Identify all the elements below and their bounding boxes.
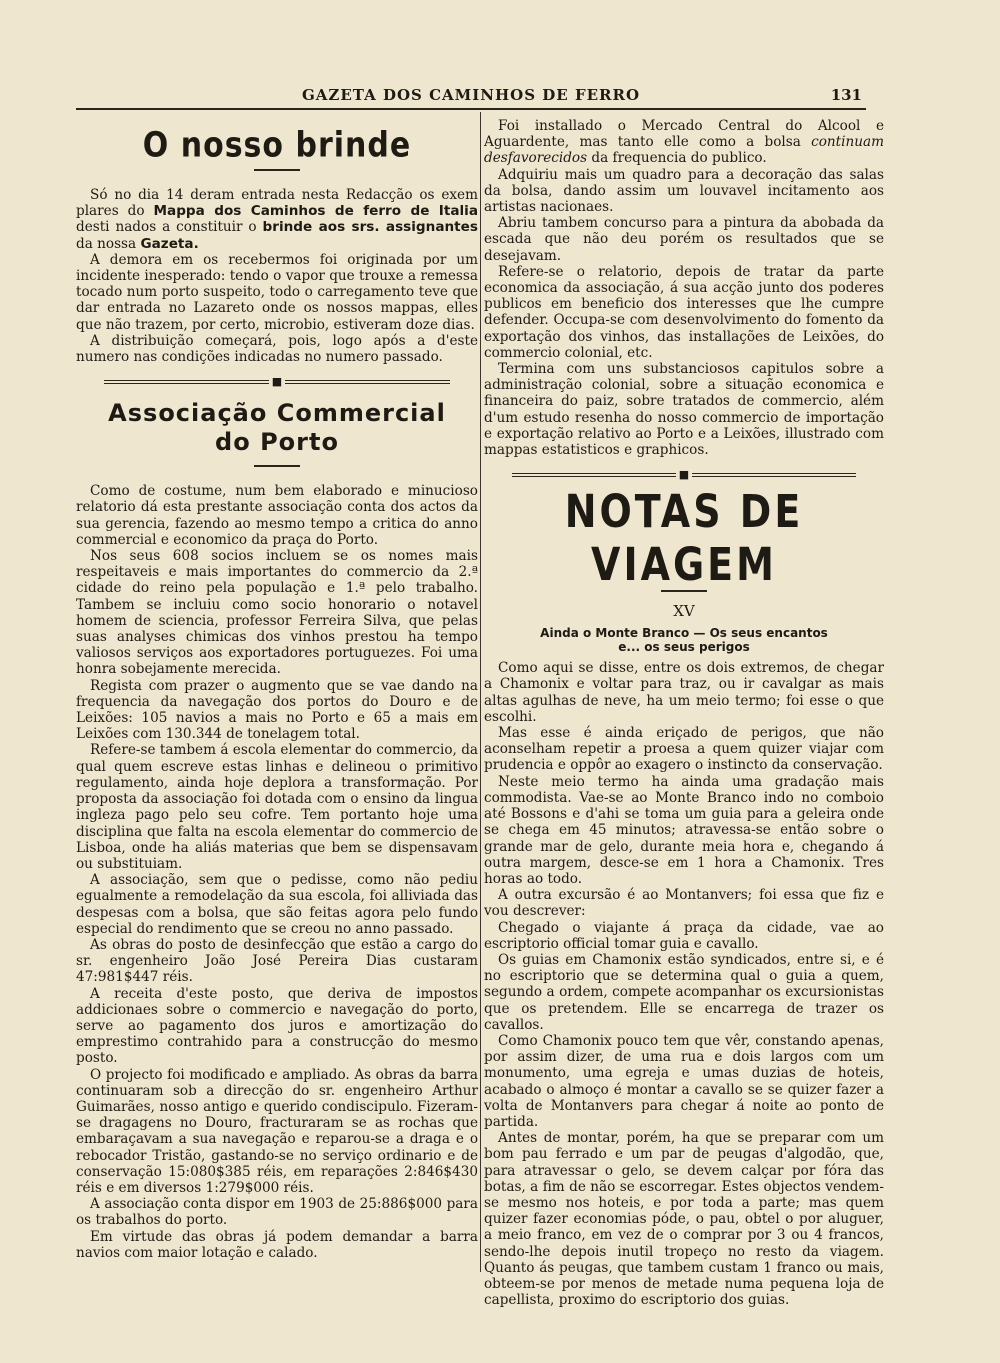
- subtitle-line: Ainda o Monte Branco — Os seus encantos: [540, 626, 828, 641]
- running-title: GAZETA DOS CAMINHOS DE FERRO: [301, 86, 641, 104]
- associacao-paragraph: A associação conta dispor em 1903 de 25:886$000 para os trabalhos do porto.: [76, 1196, 478, 1229]
- notas-paragraph: Neste meio termo ha ainda uma gradação mais commodista. Vae-se ao Monte Branco indo no comboio até Bossons e d'ahi se toma um guia para a geleira onde se chega em 45 minutos; atravessa-se então sobre o grande mar de gelo, durante meia hora e, chegando á outra margem, desce-se em 1 hora a Chamonix. Tres horas ao todo.: [484, 773, 884, 887]
- brinde-title: O nosso brinde: [142, 125, 412, 166]
- notas-paragraph: Como aqui se disse, entre os dois extremos, de chegar a Chamonix e voltar para traz, ou ir cavalgar as mais altas agulhas de neve, ha um meio termo; foi esse o que escolhi.: [484, 660, 884, 725]
- bold-run: Gazeta.: [140, 235, 199, 252]
- subtitle-line: e... os seus perigos: [618, 640, 750, 655]
- associacao-paragraph: Regista com prazer o augmento que se vae dando na frequencia da navegação dos portos do Douro e de Leixões: 105 navios a mais no Porto e 65 a mais em Leixões com 130.344 de tonelagem total.: [76, 677, 478, 743]
- notas-paragraph: A outra excursão é ao Montanvers; foi essa que fiz e vou descrever:: [484, 887, 884, 920]
- notas-paragraph: Mas esse é ainda eriçado de perigos, que não aconselham repetir a proesa a quem quizer viajar com prudencia e oppôr ao exagero o instincto da conservação.: [484, 725, 884, 774]
- relatorio-paragraph: Termina com uns substanciosos capitulos sobre a administração colonial, sobre a situação economica e financeira do paiz, sobre tratados de commercio, além d'um estudo resenha do nosso commercio de importação e exportação relativo ao Porto e a Leixões, illustrado com mappas estatisticos e graphicos.: [484, 361, 884, 459]
- text-run: Foi installado o Mercado Central do Alcool e Aguardente, mas tanto elle como a bolsa: [484, 118, 884, 151]
- chapter-number: XV: [673, 602, 695, 621]
- text-run: da frequencia do publico.: [587, 150, 767, 167]
- text-run: da nossa: [76, 235, 141, 252]
- notas-paragraph: Antes de montar, porém, ha que se preparar com um bom pau ferrado e um par de peugas d'algodão, que, para atravessar o gelo, se devem calçar por fóra das botas, a fim de não se escorregar. Estes objectos vendem-se mesmo nos hoteis, e por toda a parte; mas quem quizer fazer economias póde, o pau, obtel o por aluguer, a meio franco, em vez de o comprar por 3 ou 4 francos, sendo-lhe depois inutil tropeço no resto da viagem. Quanto ás peugas, que tambem custam 1 franco ou mais, obteem-se por menos de metade numa pequena loja de capellista, proximo do escriptorio dos guias.: [484, 1130, 884, 1309]
- title-line: Associação Commercial: [108, 399, 446, 428]
- brinde-paragraph: [76, 187, 478, 252]
- locomotive-icon: ■: [269, 375, 285, 388]
- page-header: [76, 86, 866, 110]
- associacao-paragraph: Em virtude das obras já podem demandar a barra navios com maior lotação e calado.: [76, 1228, 478, 1261]
- associacao-paragraph: A receita d'este posto, que deriva de impostos addicionaes sobre o commercio e navegação do porto, serve ao pagamento dos juros e amortização do emprestimo contrahido para a construcção do mesmo posto.: [76, 985, 478, 1067]
- notas-subtitle: [484, 626, 884, 654]
- section-divider: [484, 468, 884, 482]
- notas-title: NOTAS DE VIAGEM: [564, 485, 804, 592]
- relatorio-paragraph: Abriu tambem concurso para a pintura da abobada da escada que não deu porém os resultados que se desejavam.: [484, 215, 884, 264]
- relatorio-paragraph: Adquiriu mais um quadro para a decoração das salas da bolsa, dando assim um louvavel incitamento aos artistas nacionaes.: [484, 166, 884, 216]
- brinde-paragraph: A demora em os recebermos foi originada por um incidente inesperado: tendo o vapor que trouxe a remessa tocado num porto suspeito, todo o carregamento teve que dar entrada no Lazareto onde os nossos mappas, elles que não trazem, por certo, microbio, estiveram doze dias.: [76, 251, 478, 333]
- associacao-paragraph: Como de costume, num bem elaborado e minucioso relatorio dá esta prestante associação conta dos actos da sua gerencia, fazendo ao mesmo tempo a critica do anno commercial e economico da praça do Porto.: [76, 483, 478, 548]
- bold-run: brinde aos srs. assignantes: [262, 219, 478, 236]
- associacao-paragraph: Refere-se tambem á escola elementar do commercio, da qual quem escreve estas linhas e delineou o primitivo regulamento, ainda hoje deplora a transformação. Por proposta da associação foi dotada com o ensino da lingua ingleza pago pelo seu cofre. Tem portanto hoje uma disciplina que falta na escola elementar do commercio de Lisboa, onde ha aliás materias que bem se dispensavam ou substituiam.: [76, 742, 478, 872]
- page-number: 131: [830, 86, 862, 104]
- associacao-paragraph: Nos seus 608 socios incluem se os nomes mais respeitaveis e mais importantes do commercio da 2.ª cidade do reino pela população e 1.ª pelo trabalho. Tambem se incluiu como socio honorario o notavel homem de sciencia, professor Ferreira Silva, que pelas suas analyses chimicas dos vinhos prestou ha tempo valiosos serviços aos exportadores portuguezes. Foi uma honra sobejamente merecida.: [76, 548, 478, 678]
- italic-run: continuam desfavorecidos: [484, 134, 884, 167]
- notas-paragraph: Chegado o viajante á praça da cidade, vae ao escriptorio official tomar guia e cavallo.: [484, 919, 884, 952]
- associacao-paragraph: A associação, sem que o pedisse, como não pediu egualmente a remodelação da sua escola, foi alliviada das despesas com a bolsa, que são feitas agora pelo fundo especial do rendimento que se creou no anno passado.: [76, 872, 478, 937]
- text-run: desti nados a constituir o: [76, 219, 263, 236]
- associacao-title: [76, 399, 478, 457]
- associacao-paragraph: As obras do posto de desinfecção que estão a cargo do sr. engenheiro João José Pereira Dias custaram 47:981$447 réis.: [76, 936, 478, 986]
- text-run: Só no dia 14 deram entrada nesta Redacção os exem plares do: [76, 187, 478, 220]
- brinde-paragraph: A distribuição começará, pois, logo após a d'este numero nas condições indicadas no numero passado.: [76, 332, 478, 366]
- notas-paragraph: Os guias em Chamonix estão syndicados, entre si, e é no escriptorio que se determina qual o guia a quem, segundo a ordem, compete acompanhar os excursionistas que os pretendem. Elle se encarrega de trazer os cavallos.: [484, 951, 884, 1033]
- title-line: do Porto: [215, 428, 339, 457]
- left-column: [76, 118, 478, 1261]
- locomotive-icon: ■: [676, 468, 692, 481]
- column-divider: [480, 112, 481, 1272]
- bold-run: Mappa dos Caminhos de ferro de Italia: [153, 203, 479, 220]
- right-column: [484, 118, 884, 1308]
- section-divider: [76, 375, 478, 389]
- relatorio-paragraph: Refere-se o relatorio, depois de tratar da parte economica da associação, á sua acção junto dos poderes publicos em beneficio dos interesses que lhe cumpre defender. Occupa-se com desenvolvimento do fomento da exportação dos vinhos, das installações de Leixões, do commercio colonial, etc.: [484, 263, 884, 361]
- associacao-paragraph: O projecto foi modificado e ampliado. As obras da barra continuaram sob a direcção do sr. engenheiro Arthur Guimarães, nosso antigo e querido condiscipulo. Fizeram-se dragagens no Douro, fracturaram se as rochas que embaraçavam a sua navegação e reparou-se a draga e o rebocador Tristão, gastando-se no serviço ordinario e de conservação 15:080$385 réis, em reparações 2:846$430 réis e em diversos 1:279$000 réis.: [76, 1066, 478, 1196]
- relatorio-paragraph: [484, 118, 884, 167]
- title-rule: [254, 169, 300, 171]
- title-rule: [254, 465, 300, 467]
- notas-paragraph: Como Chamonix pouco tem que vêr, constando apenas, por assim dizer, de uma rua e dois largos com um monumento, uma egreja e umas duzias de hoteis, acabado o almoço é montar a cavallo se se quizer fazer a volta de Montanvers para chegar á noite ao ponto de partida.: [484, 1032, 884, 1130]
